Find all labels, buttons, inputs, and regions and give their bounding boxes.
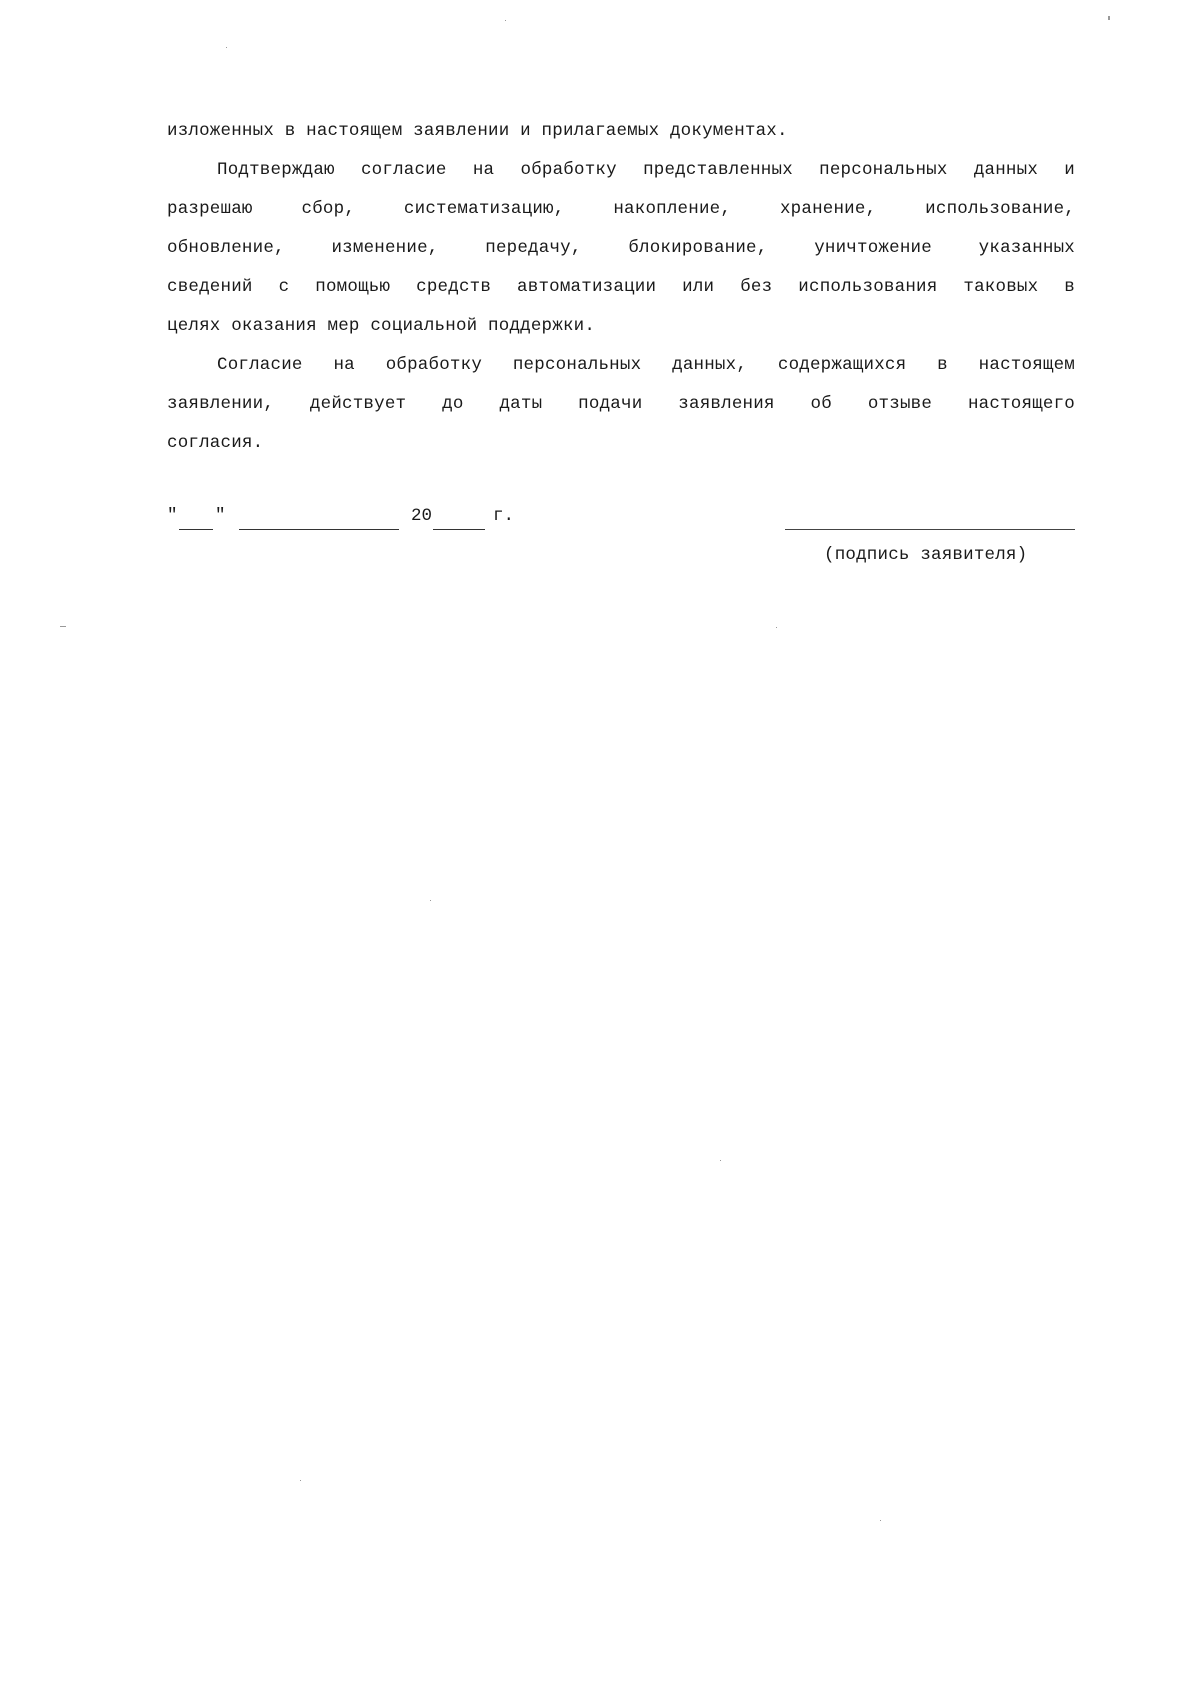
consent-line-1: Подтверждаю согласие на обработку представленных персональных данных и <box>217 160 1075 180</box>
validity-line-2: заявлении, действует до даты подачи заявления об отзыве настоящего <box>167 394 1075 414</box>
scan-speck <box>776 627 777 628</box>
document-body <box>167 112 1075 463</box>
date-open-quote: " <box>167 506 178 526</box>
year-blank <box>433 529 485 530</box>
consent-line-2: разрешаю сбор, систематизацию, накопление, хранение, использование, <box>167 199 1075 219</box>
scan-speck <box>226 47 227 48</box>
validity-line-3: согласия. <box>167 433 264 453</box>
scan-speck <box>880 1520 881 1521</box>
scan-speck <box>720 1160 721 1161</box>
signature-caption: (подпись заявителя) <box>824 545 1028 565</box>
date-field <box>167 506 1075 536</box>
scan-speck <box>430 900 431 901</box>
consent-line-5: целях оказания мер социальной поддержки. <box>167 316 596 336</box>
paragraph-tail: изложенных в настоящем заявлении и прилагаемых документах. <box>167 121 788 141</box>
signature-line <box>785 529 1075 530</box>
consent-line-3: обновление, изменение, передачу, блокирование, уничтожение указанных <box>167 238 1075 258</box>
date-close-quote: " <box>215 506 226 526</box>
month-blank <box>239 529 399 530</box>
year-prefix: 20 <box>411 506 433 526</box>
scan-speck <box>1108 16 1110 20</box>
consent-line-4: сведений с помощью средств автоматизации или без использования таковых в <box>167 277 1075 297</box>
scan-speck <box>60 626 66 627</box>
day-blank <box>179 529 213 530</box>
scan-speck <box>300 1480 301 1481</box>
validity-line-1: Согласие на обработку персональных данных, содержащихся в настоящем <box>217 355 1075 375</box>
scan-speck <box>505 20 506 21</box>
year-suffix: г. <box>493 506 515 526</box>
